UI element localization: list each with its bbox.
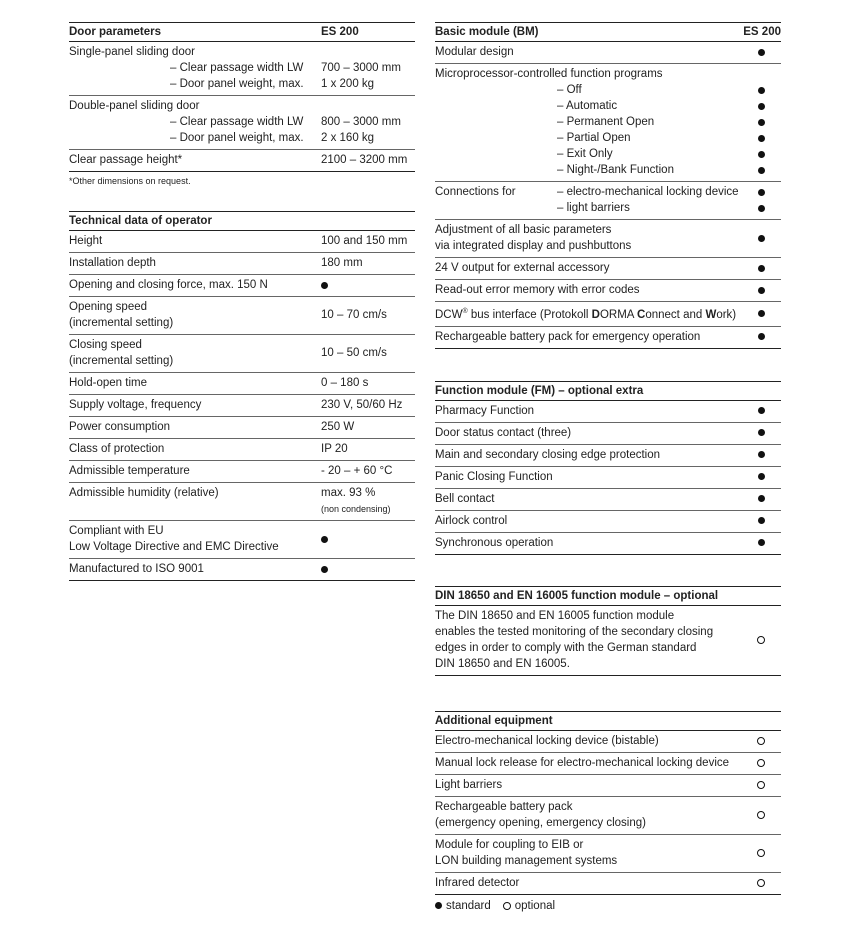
tech-label: Height — [69, 235, 103, 247]
standard-dot-icon — [758, 189, 765, 196]
additional-equipment-table — [435, 711, 781, 895]
single-weight-value: 1 x 200 kg — [321, 78, 375, 90]
output-24v-label: 24 V output for external accessory — [435, 262, 610, 274]
single-weight-label: – Door panel weight, max. — [170, 78, 304, 90]
tech-value: 10 – 70 cm/s — [321, 309, 387, 321]
modular-label: Modular design — [435, 46, 514, 58]
add-infrared-label: Infrared detector — [435, 876, 520, 889]
fm-row — [435, 467, 781, 489]
readout-label: Read-out error memory with error codes — [435, 284, 640, 296]
add-locking-label: Electro-mechanical locking device (bistable) — [435, 734, 659, 747]
fm-label: Airlock control — [435, 514, 508, 527]
programs-row — [435, 64, 781, 182]
tech-row — [69, 253, 415, 275]
tech-row — [69, 417, 415, 439]
function-module-title: Function module (FM) – optional extra — [435, 384, 644, 397]
add-battery-label-1: Rechargeable battery pack — [435, 800, 573, 813]
technical-data-table — [69, 211, 415, 581]
connections-label: Connections for — [435, 186, 516, 198]
door-parameters-title: Door parameters — [69, 26, 162, 38]
technical-data-header — [69, 211, 415, 231]
standard-dot-icon — [758, 119, 765, 126]
tech-row — [69, 395, 415, 417]
din-row — [435, 606, 781, 676]
fm-label: Pharmacy Function — [435, 404, 535, 417]
program-item: – Night-/Bank Function — [557, 164, 674, 176]
optional-circle-icon — [757, 849, 765, 857]
double-lw-value: 800 – 3000 mm — [321, 116, 401, 128]
tech-label: Admissible humidity (relative) — [69, 487, 219, 499]
technical-data-title: Technical data of operator — [69, 215, 212, 227]
optional-circle-icon — [757, 737, 765, 745]
tech-value: 100 and 150 mm — [321, 235, 408, 247]
double-lw-label: – Clear passage width LW — [170, 116, 304, 128]
standard-dot-icon — [758, 87, 765, 94]
additional-equipment-header — [435, 711, 781, 731]
standard-dot-icon — [321, 536, 328, 543]
standard-dot-icon — [758, 310, 765, 317]
optional-circle-icon — [503, 902, 511, 910]
din-line: DIN 18650 and EN 16005. — [435, 657, 570, 670]
optional-circle-icon — [757, 879, 765, 887]
din-line: The DIN 18650 and EN 16005 function module — [435, 609, 675, 622]
function-module-header — [435, 381, 781, 401]
tech-label: Class of protection — [69, 443, 165, 455]
double-panel-label: Double-panel sliding door — [69, 100, 200, 112]
standard-dot-icon — [758, 265, 765, 272]
tech-value: 180 mm — [321, 257, 363, 269]
add-light-barriers-label: Light barriers — [435, 778, 503, 791]
adjustment-row — [435, 220, 781, 258]
connection-item: – electro-mechanical locking device — [557, 186, 739, 198]
single-panel-label: Single-panel sliding door — [69, 46, 195, 58]
tech-value: IP 20 — [321, 443, 348, 455]
single-panel-row — [69, 42, 415, 96]
basic-module-title: Basic module (BM) — [435, 26, 539, 38]
clear-height-value: 2100 – 3200 mm — [321, 154, 408, 166]
tech-label-2: (incremental setting) — [69, 317, 174, 329]
din-line: edges in order to comply with the German standard — [435, 641, 697, 654]
standard-dot-icon — [321, 282, 328, 289]
tech-row — [69, 335, 415, 373]
tech-label: Compliant with EU — [69, 525, 164, 537]
din-module-title: DIN 18650 and EN 16005 function module – optional — [435, 589, 719, 602]
door-model: ES 200 — [321, 26, 359, 38]
tech-value: max. 93 % — [321, 487, 376, 499]
din-line: enables the tested monitoring of the secondary closing — [435, 625, 714, 638]
legend-standard: standard — [446, 899, 491, 912]
standard-dot-icon — [758, 103, 765, 110]
tech-row — [69, 439, 415, 461]
tech-row — [69, 373, 415, 395]
standard-dot-icon — [758, 451, 765, 458]
standard-dot-icon — [758, 495, 765, 502]
add-eib-label-1: Module for coupling to EIB or — [435, 838, 584, 851]
tech-value-note: (non condensing) — [321, 504, 391, 514]
double-weight-value: 2 x 160 kg — [321, 132, 375, 144]
fm-row — [435, 511, 781, 533]
tech-value: 10 – 50 cm/s — [321, 347, 387, 359]
standard-dot-icon — [758, 333, 765, 340]
fm-label: Panic Closing Function — [435, 470, 553, 483]
add-row — [435, 797, 781, 835]
tech-row — [69, 461, 415, 483]
standard-dot-icon — [758, 49, 765, 56]
single-lw-label: – Clear passage width LW — [170, 62, 304, 74]
battery-row — [435, 327, 781, 349]
add-row — [435, 835, 781, 873]
right-column — [435, 22, 781, 912]
dcw-label: DCW® bus interface (Protokoll DORMA Connect and Work) — [435, 308, 737, 321]
optional-circle-icon — [757, 781, 765, 789]
fm-label: Main and secondary closing edge protection — [435, 448, 661, 461]
dcw-row — [435, 302, 781, 327]
standard-dot-icon — [758, 473, 765, 480]
add-eib-label-2: LON building management systems — [435, 854, 618, 867]
tech-row — [69, 297, 415, 335]
door-parameters-table — [69, 22, 415, 172]
standard-dot-icon — [758, 517, 765, 524]
standard-dot-icon — [758, 429, 765, 436]
din-module-header — [435, 586, 781, 606]
standard-dot-icon — [758, 287, 765, 294]
double-weight-label: – Door panel weight, max. — [170, 132, 304, 144]
fm-label: Bell contact — [435, 492, 495, 505]
tech-row — [69, 483, 415, 521]
standard-dot-icon — [758, 167, 765, 174]
tech-label: Hold-open time — [69, 377, 147, 389]
tech-label: Admissible temperature — [69, 465, 190, 477]
fm-row — [435, 401, 781, 423]
fm-row — [435, 489, 781, 511]
modular-row — [435, 42, 781, 64]
tech-value: 230 V, 50/60 Hz — [321, 399, 403, 411]
standard-dot-icon — [758, 539, 765, 546]
program-item: – Automatic — [557, 100, 618, 112]
clear-height-row — [69, 150, 415, 172]
fm-label: Door status contact (three) — [435, 426, 572, 439]
tech-value: 0 – 180 s — [321, 377, 369, 389]
program-item: – Off — [557, 84, 582, 96]
add-row — [435, 873, 781, 895]
adjustment-label-2: via integrated display and pushbuttons — [435, 240, 632, 252]
tech-row — [69, 275, 415, 297]
door-parameters-header — [69, 22, 415, 42]
tech-label: Installation depth — [69, 257, 156, 269]
standard-dot-icon — [758, 151, 765, 158]
tech-value: 250 W — [321, 421, 355, 433]
fm-label: Synchronous operation — [435, 536, 554, 549]
clear-height-label: Clear passage height* — [69, 154, 183, 166]
basic-module-header — [435, 22, 781, 42]
tech-label: Opening and closing force, max. 150 N — [69, 279, 268, 291]
tech-label: Opening speed — [69, 301, 148, 313]
standard-dot-icon — [758, 205, 765, 212]
tech-row — [69, 231, 415, 253]
optional-circle-icon — [757, 811, 765, 819]
tech-label: Manufactured to ISO 9001 — [69, 563, 204, 575]
din-module-table — [435, 586, 781, 676]
connection-item: – light barriers — [557, 202, 630, 214]
tech-label-2: Low Voltage Directive and EMC Directive — [69, 541, 279, 553]
tech-row — [69, 521, 415, 559]
connections-row — [435, 182, 781, 220]
fm-row — [435, 445, 781, 467]
program-item: – Permanent Open — [557, 116, 655, 128]
standard-dot-icon — [758, 135, 765, 142]
left-column — [69, 22, 415, 581]
readout-row — [435, 280, 781, 302]
dimensions-note: *Other dimensions on request. — [69, 176, 191, 186]
optional-circle-icon — [757, 636, 765, 644]
additional-equipment-title: Additional equipment — [435, 714, 553, 727]
standard-dot-icon — [758, 235, 765, 242]
tech-label: Supply voltage, frequency — [69, 399, 202, 411]
adjustment-label-1: Adjustment of all basic parameters — [435, 224, 612, 236]
fm-row — [435, 423, 781, 445]
tech-label-2: (incremental setting) — [69, 355, 174, 367]
battery-label: Rechargeable battery pack for emergency operation — [435, 330, 701, 343]
basic-model: ES 200 — [743, 26, 781, 38]
standard-dot-icon — [435, 902, 442, 909]
double-panel-row — [69, 96, 415, 150]
tech-value: - 20 – + 60 °C — [321, 465, 393, 477]
standard-dot-icon — [758, 407, 765, 414]
add-manual-release-label: Manual lock release for electro-mechanical locking device — [435, 756, 730, 769]
legend-optional: optional — [514, 899, 556, 912]
output-24v-row — [435, 258, 781, 280]
program-item: – Exit Only — [557, 148, 613, 160]
add-row — [435, 753, 781, 775]
programs-label: Microprocessor-controlled function programs — [435, 68, 663, 80]
tech-row — [69, 559, 415, 581]
program-item: – Partial Open — [557, 132, 631, 144]
add-row — [435, 775, 781, 797]
standard-dot-icon — [321, 566, 328, 573]
tech-label: Closing speed — [69, 339, 142, 351]
function-module-table — [435, 381, 781, 555]
tech-label: Power consumption — [69, 421, 170, 433]
add-row — [435, 731, 781, 753]
legend — [435, 900, 781, 912]
optional-circle-icon — [757, 759, 765, 767]
fm-row — [435, 533, 781, 555]
add-battery-label-2: (emergency opening, emergency closing) — [435, 816, 646, 829]
single-lw-value: 700 – 3000 mm — [321, 62, 401, 74]
basic-module-table — [435, 22, 781, 349]
